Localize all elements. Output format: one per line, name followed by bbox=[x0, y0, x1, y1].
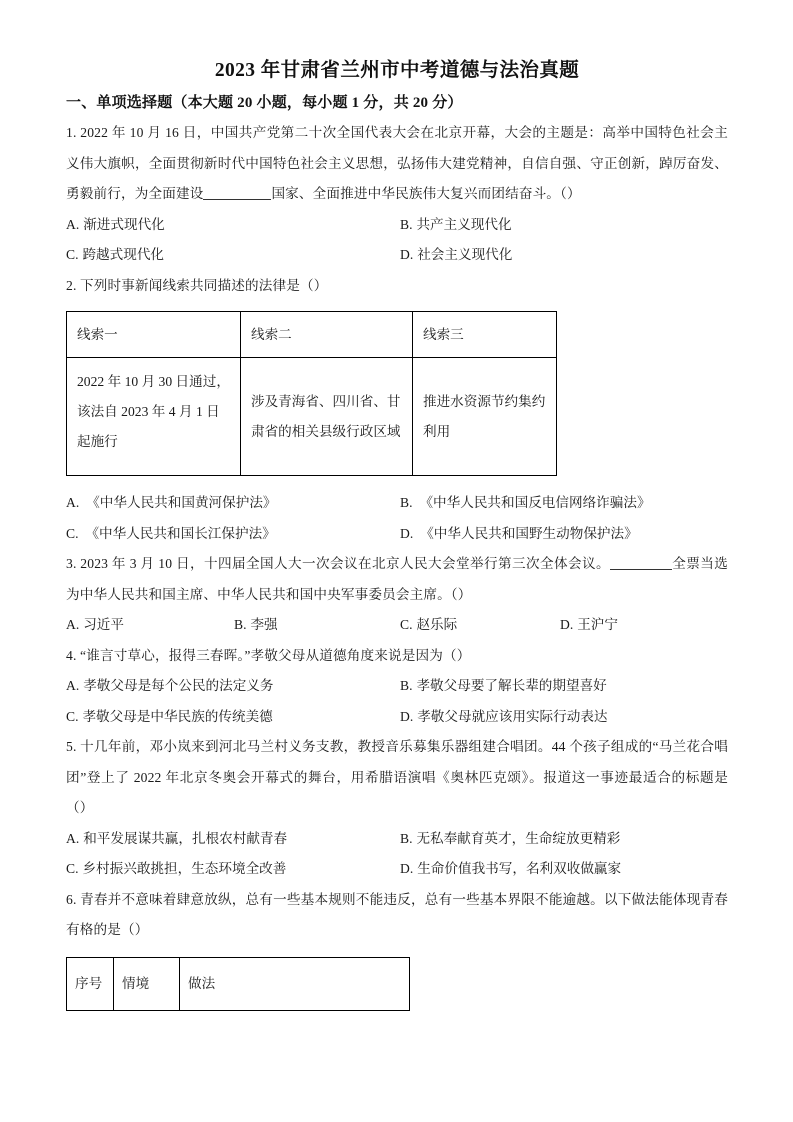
question-3-option-b-text: 李强 bbox=[250, 617, 278, 632]
question-4-option-d[interactable] bbox=[397, 702, 728, 733]
question-2 bbox=[66, 271, 728, 550]
question-5-option-d-text: 生命价值我书写，名利双收做赢家 bbox=[417, 861, 622, 876]
question-6-answer-paren: ） bbox=[134, 922, 149, 937]
question-3-option-a-text: 习近平 bbox=[83, 617, 124, 632]
page-content bbox=[66, 58, 728, 1011]
question-1 bbox=[66, 118, 728, 271]
question-3-fill-blank bbox=[610, 569, 672, 570]
question-5-option-b-label: B. bbox=[400, 830, 413, 846]
question-3-answer-paren: ） bbox=[457, 586, 472, 602]
question-3-option-c[interactable] bbox=[400, 610, 560, 641]
question-1-stem-part2: 国家、全面推进中华民族伟大复兴而团结奋斗。（ bbox=[271, 186, 567, 201]
question-2-options bbox=[66, 488, 728, 549]
question-3-option-b-label: B. bbox=[234, 617, 247, 632]
question-3-stem bbox=[66, 549, 728, 610]
clues-table-cell-2: 涉及青海省、四川省、甘肃省的相关县级行政区域 bbox=[241, 358, 413, 476]
table-row bbox=[67, 358, 557, 476]
question-4-option-b-label: B. bbox=[400, 678, 413, 693]
question-1-fill-blank bbox=[203, 199, 271, 200]
question-3-option-c-text: 赵乐际 bbox=[416, 617, 458, 632]
clues-table-cell-1: 2022 年 10 月 30 日通过，该法自 2023 年 4 月 1 日起施行 bbox=[67, 358, 241, 476]
clues-table-header-3: 线索三 bbox=[413, 312, 557, 358]
question-5-stem-text: 5. 十几年前，邓小岚来到河北马兰村义务支教，教授音乐募集乐器组建合唱团。44 个孩子组成的“马兰花合唱团”登上了 2022 年北京冬奥会开幕式的舞台，用希腊语演唱《奥林匹克颂》。报道这一事迹最适合的标题是（ bbox=[66, 739, 728, 815]
question-1-answer-paren: ） bbox=[567, 186, 581, 201]
question-4-option-row-1 bbox=[66, 671, 728, 702]
question-2-option-d-label: D. bbox=[400, 525, 414, 541]
clues-table-cell-3: 推进水资源节约集约利用 bbox=[413, 358, 557, 476]
practice-table-header-3: 做法 bbox=[180, 957, 410, 1010]
question-4-answer-paren: ） bbox=[456, 647, 471, 663]
question-3 bbox=[66, 549, 728, 641]
practice-table-header-2: 情境 bbox=[114, 957, 180, 1010]
question-4-option-d-label: D. bbox=[400, 708, 414, 724]
question-1-option-a[interactable] bbox=[66, 210, 397, 241]
question-2-answer-paren: ） bbox=[313, 277, 328, 293]
question-4-option-a-text: 孝敬父母是每个公民的法定义务 bbox=[83, 678, 274, 693]
question-5-option-d[interactable] bbox=[397, 854, 728, 885]
question-1-option-b[interactable] bbox=[397, 210, 728, 241]
question-5-option-c[interactable] bbox=[66, 854, 397, 885]
page-title: 2023 年甘肃省兰州市中考道德与法治真题 bbox=[214, 60, 580, 81]
question-2-option-b-text: 《中华人民共和国反电信网络诈骗法》 bbox=[419, 495, 651, 510]
question-2-option-c-label: C. bbox=[66, 525, 79, 541]
question-5-stem bbox=[66, 732, 728, 824]
question-1-option-a-label: A. bbox=[66, 216, 80, 232]
question-4-option-b[interactable] bbox=[397, 671, 728, 702]
question-6-practice-table bbox=[66, 957, 410, 1011]
question-5 bbox=[66, 732, 728, 885]
question-2-stem bbox=[66, 271, 728, 302]
question-2-option-c-text: 《中华人民共和国长江保护法》 bbox=[85, 525, 276, 541]
question-2-option-a-label: A. bbox=[66, 495, 80, 510]
question-3-option-b[interactable] bbox=[234, 610, 400, 641]
question-1-stem bbox=[66, 118, 728, 210]
question-4-option-c-label: C. bbox=[66, 708, 79, 724]
question-4-option-d-text: 孝敬父母就应该用实际行动表达 bbox=[417, 708, 608, 724]
question-1-option-c-text: 跨越式现代化 bbox=[82, 247, 165, 262]
question-4-stem-text: 4. “谁言寸草心，报得三春晖。”孝敬父母从道德角度来说是因为（ bbox=[66, 647, 457, 663]
question-5-options bbox=[66, 824, 728, 885]
question-6 bbox=[66, 885, 728, 1011]
question-2-option-b[interactable] bbox=[397, 488, 728, 519]
section-heading-single-choice: 一、单项选择题（本大题 20 小题，每小题 1 分，共 20 分） bbox=[66, 95, 463, 111]
question-1-options bbox=[66, 210, 728, 271]
question-2-option-c[interactable] bbox=[66, 519, 397, 550]
question-4-option-a[interactable] bbox=[66, 671, 397, 702]
question-1-option-d[interactable] bbox=[397, 240, 728, 271]
question-5-option-row-1 bbox=[66, 824, 728, 855]
question-4-option-c-text: 孝敬父母是中华民族的传统美德 bbox=[82, 708, 273, 724]
question-3-option-a-label: A. bbox=[66, 617, 80, 632]
question-3-options bbox=[66, 610, 728, 641]
question-2-option-a-text: 《中华人民共和国黄河保护法》 bbox=[86, 495, 277, 510]
question-1-option-row-2 bbox=[66, 240, 728, 271]
question-5-option-b-text: 无私奉献育英才，生命绽放更精彩 bbox=[416, 830, 621, 846]
question-5-option-row-2 bbox=[66, 854, 728, 885]
question-2-option-b-label: B. bbox=[400, 495, 413, 510]
question-1-option-c[interactable] bbox=[66, 240, 397, 271]
table-row bbox=[67, 312, 557, 358]
question-4-option-a-label: A. bbox=[66, 678, 80, 693]
question-4-stem bbox=[66, 641, 728, 672]
question-2-stem-text: 2. 下列时事新闻线索共同描述的法律是（ bbox=[66, 277, 314, 293]
question-4-options bbox=[66, 671, 728, 732]
question-1-option-b-text: 共产主义现代化 bbox=[416, 216, 512, 232]
question-1-option-d-label: D. bbox=[400, 247, 414, 262]
question-5-option-c-label: C. bbox=[66, 861, 79, 876]
question-4 bbox=[66, 641, 728, 733]
question-3-option-d-label: D. bbox=[560, 617, 574, 632]
question-3-option-row-1 bbox=[66, 610, 728, 641]
question-4-option-b-text: 孝敬父母要了解长辈的期望喜好 bbox=[416, 678, 607, 693]
question-2-option-row-1 bbox=[66, 488, 728, 519]
question-3-option-d[interactable] bbox=[560, 610, 728, 641]
question-2-option-a[interactable] bbox=[66, 488, 397, 519]
practice-table-header-1: 序号 bbox=[67, 957, 114, 1010]
clues-table-header-2: 线索二 bbox=[241, 312, 413, 358]
question-5-answer-paren: ） bbox=[79, 800, 94, 815]
question-1-option-row-1 bbox=[66, 210, 728, 241]
table-row bbox=[67, 957, 410, 1010]
question-2-option-d[interactable] bbox=[397, 519, 728, 550]
question-2-option-d-text: 《中华人民共和国野生动物保护法》 bbox=[420, 525, 638, 541]
question-5-option-a[interactable] bbox=[66, 824, 397, 855]
question-3-stem-part1: 3. 2023 年 3 月 10 日，十四届全国人大一次会议在北京人民大会堂举行第三次全体会议。 bbox=[66, 556, 610, 571]
question-6-stem bbox=[66, 885, 728, 946]
question-4-option-c[interactable] bbox=[66, 702, 397, 733]
question-5-option-a-text: 和平发展谋共赢，扎根农村献青春 bbox=[83, 830, 288, 846]
clues-table-header-1: 线索一 bbox=[67, 312, 241, 358]
question-3-option-d-text: 王沪宁 bbox=[577, 617, 618, 632]
question-5-option-a-label: A. bbox=[66, 830, 80, 846]
question-6-stem-text: 6. 青春并不意味着肆意放纵，总有一些基本规则不能违反，总有一些基本界限不能逾越。以下做法能体现青春有格的是（ bbox=[66, 891, 728, 937]
question-2-clues-table bbox=[66, 311, 557, 476]
question-1-option-a-text: 渐进式现代化 bbox=[83, 216, 165, 232]
question-3-option-a[interactable] bbox=[66, 610, 234, 641]
question-5-option-b[interactable] bbox=[397, 824, 728, 855]
question-2-option-row-2 bbox=[66, 519, 728, 550]
question-4-option-row-2 bbox=[66, 702, 728, 733]
question-5-option-d-label: D. bbox=[400, 861, 414, 876]
question-1-option-d-text: 社会主义现代化 bbox=[417, 247, 513, 262]
question-1-option-b-label: B. bbox=[400, 216, 413, 232]
question-3-option-c-label: C. bbox=[400, 617, 413, 632]
question-1-stem-part1: 1. 2022 年 10 月 16 日，中国共产党第二十次全国代表大会在北京开幕，大会的主题是：高举中国特色社会主义伟大旗帜，全面贯彻新时代中国特色社会主义思想，弘扬伟大建党精神，自信自强、守正创新，踔厉奋发、勇毅前行，为全面建设 bbox=[66, 125, 728, 201]
question-3-stem-part2: 全票当选为中华人民共和国主席、中华人民共和国中央军事委员会主席。（ bbox=[66, 556, 728, 602]
question-5-option-c-text: 乡村振兴敢挑担，生态环境全改善 bbox=[82, 861, 287, 876]
question-1-option-c-label: C. bbox=[66, 247, 79, 262]
